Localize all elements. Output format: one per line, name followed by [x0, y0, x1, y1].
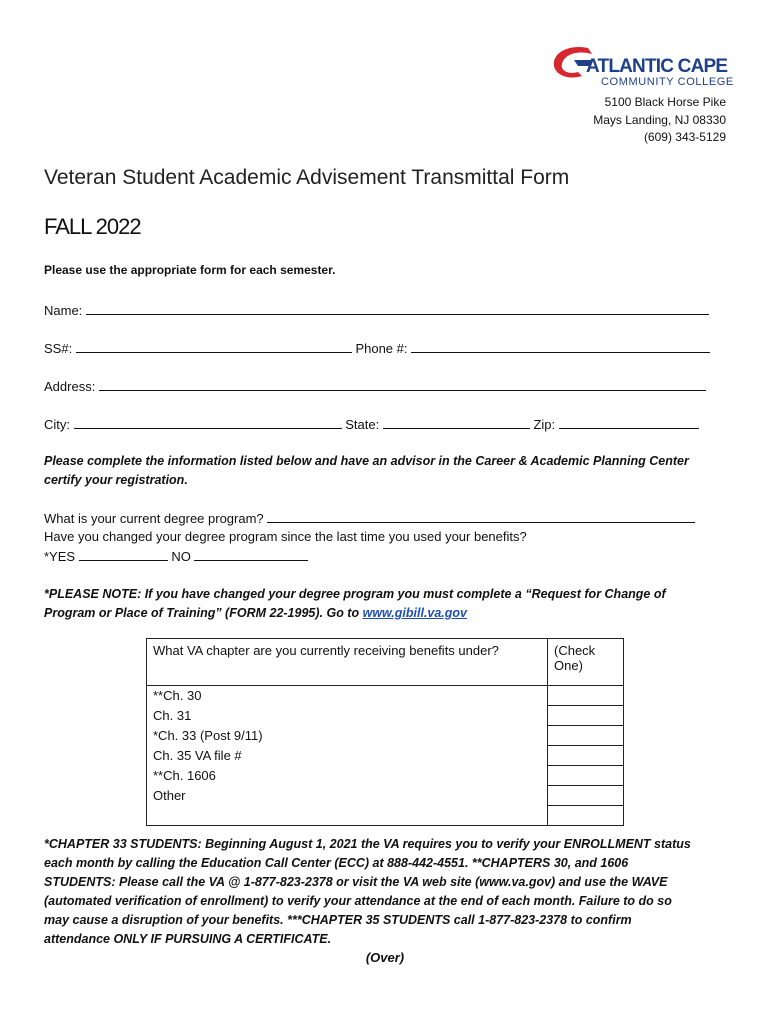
- zip-field[interactable]: [559, 416, 699, 429]
- degree-field[interactable]: [267, 510, 695, 523]
- chapter-note-line: attendance ONLY IF PURSUING A CERTIFICATE.: [44, 932, 332, 946]
- ss-phone-row: [44, 340, 710, 356]
- address-row: [44, 378, 706, 394]
- chapter-label: **Ch. 30: [147, 686, 548, 706]
- name-row: [44, 302, 709, 318]
- advisor-note-line-1: Please complete the information listed below and have an advisor in the Career & Academic Planning Center: [44, 454, 689, 468]
- chapter-notes: [44, 835, 691, 949]
- chapter-check-cell[interactable]: [548, 686, 624, 706]
- va-chapter-question: What VA chapter are you currently receiving benefits under?: [147, 639, 548, 686]
- phone-field[interactable]: [411, 340, 710, 353]
- name-label: Name:: [44, 303, 83, 318]
- city-label: City:: [44, 417, 70, 432]
- chapter-check-cell[interactable]: [548, 786, 624, 806]
- chapter-row: [147, 706, 624, 726]
- address-street: 5100 Black Horse Pike: [604, 95, 726, 109]
- logo-name: ATLANTIC CAPE: [586, 56, 728, 77]
- chapter-label: Ch. 35 VA file #: [147, 746, 548, 766]
- ss-field[interactable]: [76, 340, 352, 353]
- check-one-header: [548, 639, 624, 686]
- chapter-row: [147, 766, 624, 786]
- please-note-line-2: [44, 604, 666, 623]
- address-field[interactable]: [99, 378, 706, 391]
- no-label: NO: [171, 549, 191, 564]
- gibill-link[interactable]: www.gibill.va.gov: [362, 606, 468, 620]
- chapter-note-line: each month by calling the Education Call Center (ECC) at 888-442-4551. **CHAPTERS 30, and 1606: [44, 856, 629, 870]
- chapter-note-line: may cause a disruption of your benefits. ***CHAPTER 35 STUDENTS call 1-877-823-2378 to confirm: [44, 913, 632, 927]
- chapter-row: [147, 786, 624, 806]
- state-label: State:: [345, 417, 380, 432]
- chapter-row: [147, 686, 624, 706]
- semester-heading: FALL 2022: [44, 214, 141, 239]
- city-state-zip-row: [44, 416, 699, 432]
- chapter-note-line: STUDENTS: Please call the VA @ 1-877-823-2378 or visit the VA web site (www.va.gov) and use the WAVE: [44, 875, 668, 889]
- phone-label: Phone #:: [355, 341, 408, 356]
- address-city: Mays Landing, NJ 08330: [593, 113, 726, 127]
- chapter-label: *Ch. 33 (Post 9/11): [147, 726, 548, 746]
- yes-field[interactable]: [79, 548, 168, 561]
- chapter-check-cell[interactable]: [548, 806, 624, 826]
- address-label: Address:: [44, 379, 96, 394]
- check-one-header-line-1: (Check: [554, 643, 596, 658]
- form-title: Veteran Student Academic Advisement Transmittal Form: [44, 166, 570, 189]
- ss-label: SS#:: [44, 341, 73, 356]
- zip-label: Zip:: [533, 417, 556, 432]
- please-note-text: Program or Place of Training” (FORM 22-1995). Go to: [44, 606, 360, 620]
- va-chapter-table: [146, 638, 624, 826]
- yes-label: *YES: [44, 549, 76, 564]
- form-instruction: Please use the appropriate form for each semester.: [44, 263, 336, 277]
- changed-question: Have you changed your degree program since the last time you used your benefits?: [44, 529, 527, 544]
- advisor-note-line-2: certify your registration.: [44, 473, 188, 487]
- chapter-row: [147, 806, 624, 826]
- chapter-label: Other: [147, 786, 548, 806]
- advisor-note: [44, 452, 689, 490]
- chapter-check-cell[interactable]: [548, 726, 624, 746]
- chapter-note-line: *CHAPTER 33 STUDENTS: Beginning August 1, 2021 the VA requires you to verify your ENROLLMENT status: [44, 837, 691, 851]
- chapter-check-cell[interactable]: [548, 746, 624, 766]
- logo-subtitle: COMMUNITY COLLEGE: [601, 76, 734, 88]
- check-one-header-line-2: One): [554, 658, 583, 673]
- please-note-line-1: *PLEASE NOTE: If you have changed your degree program you must complete a “Request for Change of: [44, 587, 666, 601]
- chapter-check-cell[interactable]: [548, 706, 624, 726]
- city-field[interactable]: [74, 416, 342, 429]
- name-field[interactable]: [86, 302, 709, 315]
- chapter-check-cell[interactable]: [548, 766, 624, 786]
- chapter-note-line: (automated verification of enrollment) to verify your attendance at the end of each month. Failure to do so: [44, 894, 672, 908]
- degree-question-row: [44, 510, 695, 526]
- chapter-label: Ch. 31: [147, 706, 548, 726]
- state-field[interactable]: [383, 416, 530, 429]
- yes-no-row: [44, 548, 308, 564]
- degree-question: What is your current degree program?: [44, 511, 264, 526]
- address-phone: (609) 343-5129: [643, 130, 726, 144]
- chapter-label: [147, 806, 548, 826]
- chapter-row: [147, 726, 624, 746]
- chapter-row: [147, 746, 624, 766]
- no-field[interactable]: [194, 548, 308, 561]
- over-note: (Over): [365, 950, 405, 965]
- please-note: [44, 585, 666, 623]
- chapter-label: **Ch. 1606: [147, 766, 548, 786]
